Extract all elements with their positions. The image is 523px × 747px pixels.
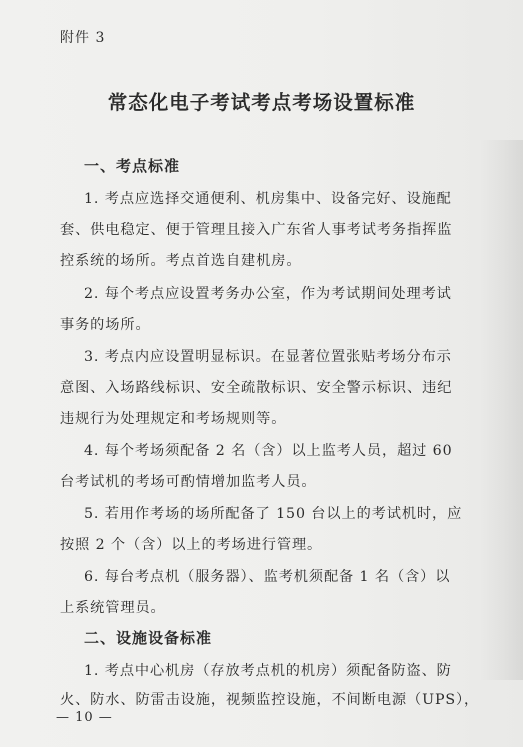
paragraph-line: 3. 考点内应设置明显标识。在显著位置张贴考场分布示 <box>84 349 452 365</box>
paragraph-line: 违规行为处理规定和考场规则等。 <box>60 411 287 427</box>
paragraph-line: 火、防水、防雷击设施，视频监控设施，不间断电源（UPS）， <box>60 692 480 708</box>
paragraph-line: 意图、入场路线标识、安全疏散标识、安全警示标识、违纪 <box>60 380 453 396</box>
section-heading-venue: 一、考点标准 <box>84 157 181 175</box>
paragraph-line: 事务的场所。 <box>60 317 151 333</box>
page-number: — 10 — <box>56 710 113 725</box>
page-edge-shadow <box>479 140 523 680</box>
paragraph-line: 控系统的场所。考点首选自建机房。 <box>60 253 302 269</box>
paragraph-line: 套、供电稳定、便于管理且接入广东省人事考试考务指挥监 <box>60 222 453 238</box>
section-heading-facilities: 二、设施设备标准 <box>84 629 213 647</box>
paragraph-line: 1. 考点中心机房（存放考点机的机房）须配备防盗、防 <box>84 663 452 679</box>
paragraph-line: 4. 每个考场须配备 2 名（含）以上监考人员，超过 60 <box>84 443 453 459</box>
paragraph-line: 5. 若用作考场的场所配备了 150 台以上的考试机时，应 <box>84 506 463 522</box>
paragraph-line: 2. 每个考点应设置考务办公室，作为考试期间处理考试 <box>84 286 452 302</box>
paragraph-line: 上系统管理员。 <box>60 600 166 616</box>
paragraph-line: 1. 考点应选择交通便利、机房集中、设备完好、设施配 <box>84 191 452 207</box>
attachment-label: 附件 3 <box>60 30 106 46</box>
paragraph-line: 6. 每台考点机（服务器）、监考机须配备 1 名（含）以 <box>84 569 451 585</box>
paragraph-line: 台考试机的考场可酌情增加监考人员。 <box>60 474 317 490</box>
paragraph-line: 按照 2 个（含）以上的考场进行管理。 <box>60 537 323 553</box>
document-title: 常态化电子考试考点考场设置标准 <box>107 91 416 114</box>
